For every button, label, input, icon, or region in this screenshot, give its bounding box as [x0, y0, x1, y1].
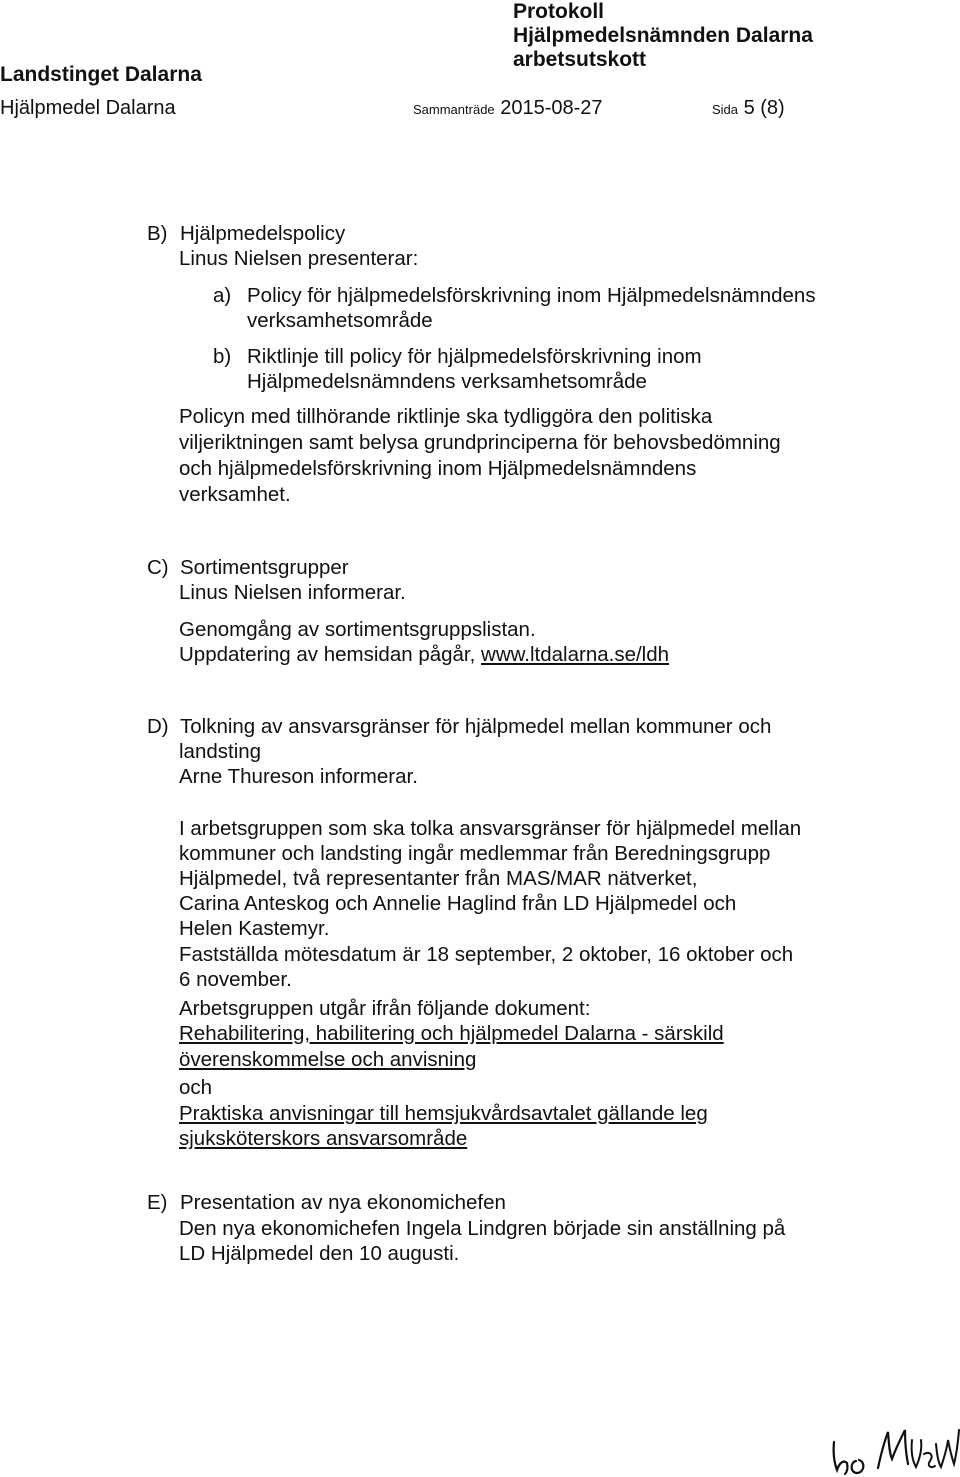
- meeting-date: 2015-08-27: [500, 97, 603, 119]
- item-b-line-1: Riktlinje till policy för hjälpmedelsförskrivning inom: [247, 345, 702, 368]
- page-label: Sida: [712, 102, 739, 117]
- document-reference-1-line-2: överenskommelse och anvisning: [179, 1048, 477, 1071]
- section-c-label: C): [147, 556, 169, 579]
- section-b-item-a: [213, 283, 816, 308]
- section-c-line-2-text: Uppdatering av hemsidan pågår,: [179, 643, 482, 666]
- item-b-line-2: Hjälpmedelsnämndens verksamhetsområde: [247, 370, 647, 393]
- board-name: Hjälpmedelsnämnden Dalarna: [513, 24, 813, 47]
- item-a-line-1: Policy för hjälpmedelsförskrivning inom Hjälpmedelsnämndens: [247, 284, 816, 307]
- section-b-paragraph-line: Policyn med tillhörande riktlinje ska tydliggöra den politiska: [179, 405, 713, 428]
- section-c-heading: [147, 555, 349, 580]
- section-d-paragraph-line: I arbetsgruppen som ska tolka ansvarsgränser för hjälpmedel mellan: [179, 817, 802, 840]
- section-c-presenter: Linus Nielsen informerar.: [179, 581, 406, 604]
- section-d-paragraph-line: kommuner och landsting ingår medlemmar från Beredningsgrupp: [179, 842, 771, 865]
- section-e-label: E): [147, 1191, 168, 1214]
- document-type: Protokoll: [513, 0, 605, 23]
- section-d-paragraph-line: Helen Kastemyr.: [179, 917, 330, 940]
- section-c-line-2: [179, 642, 669, 667]
- section-b-item-b: [213, 344, 702, 369]
- document-reference-1-line-1: Rehabilitering, habilitering och hjälpmedel Dalarna - särskild: [179, 1022, 724, 1045]
- document-reference-2-line-1: Praktiska anvisningar till hemsjukvårdsavtalet gällande leg: [179, 1102, 708, 1125]
- section-b-paragraph-line: verksamhet.: [179, 483, 291, 506]
- section-c-line-1: Genomgång av sortimentsgruppslistan.: [179, 618, 536, 641]
- section-d-title-line-1: Tolkning av ansvarsgränser för hjälpmedel mellan kommuner och: [180, 715, 772, 738]
- section-d-paragraph-line: Arbetsgruppen utgår ifrån följande dokument:: [179, 997, 591, 1020]
- section-d-presenter: Arne Thureson informerar.: [179, 765, 418, 788]
- document-header: [513, 0, 813, 72]
- website-link[interactable]: www.ltdalarna.se/ldh: [481, 643, 670, 666]
- item-a-label: a): [213, 284, 232, 307]
- section-e-title: Presentation av nya ekonomichefen: [180, 1191, 506, 1214]
- section-b-title: Hjälpmedelspolicy: [180, 222, 346, 245]
- unit-name: Hjälpmedel Dalarna: [0, 97, 176, 119]
- section-d-paragraph-line: Fastställda mötesdatum är 18 september, 2 oktober, 16 oktober och: [179, 943, 794, 966]
- section-d-connector: och: [179, 1076, 213, 1099]
- section-d-title-line-2: landsting: [179, 740, 262, 763]
- meeting-info: [413, 97, 603, 120]
- meeting-label: Sammanträde: [413, 102, 495, 117]
- committee-name: arbetsutskott: [513, 48, 647, 71]
- section-d-paragraph-line: Carina Anteskog och Annelie Haglind från LD Hjälpmedel och: [179, 892, 737, 915]
- page-value: 5 (8): [743, 97, 785, 119]
- section-b-paragraph-line: och hjälpmedelsförskrivning inom Hjälpmedelsnämndens: [179, 457, 697, 480]
- section-d-heading: [147, 714, 771, 739]
- section-d-paragraph-line: Hjälpmedel, två representanter från MAS/MAR nätverket,: [179, 867, 698, 890]
- document-reference-2-line-2: sjuksköterskors ansvarsområde: [179, 1127, 468, 1150]
- section-d-paragraph-line: 6 november.: [179, 968, 292, 991]
- section-e-paragraph-line: Den nya ekonomichefen Ingela Lindgren började sin anställning på: [179, 1217, 786, 1240]
- item-a-line-2: verksamhetsområde: [247, 309, 433, 332]
- section-e-paragraph-line: LD Hjälpmedel den 10 augusti.: [179, 1242, 460, 1265]
- section-b-label: B): [147, 222, 168, 245]
- section-d-label: D): [147, 715, 169, 738]
- section-b-paragraph-line: viljeriktningen samt belysa grundprinciperna för behovsbedömning: [179, 431, 781, 454]
- section-b-heading: [147, 221, 345, 246]
- section-e-heading: [147, 1190, 506, 1215]
- handwritten-initials: [826, 1418, 960, 1477]
- section-c-title: Sortimentsgrupper: [180, 556, 349, 579]
- item-b-label: b): [213, 345, 232, 368]
- organization-name: Landstinget Dalarna: [0, 63, 202, 86]
- section-b-presenter: Linus Nielsen presenterar:: [179, 247, 419, 270]
- page-number: [712, 97, 785, 120]
